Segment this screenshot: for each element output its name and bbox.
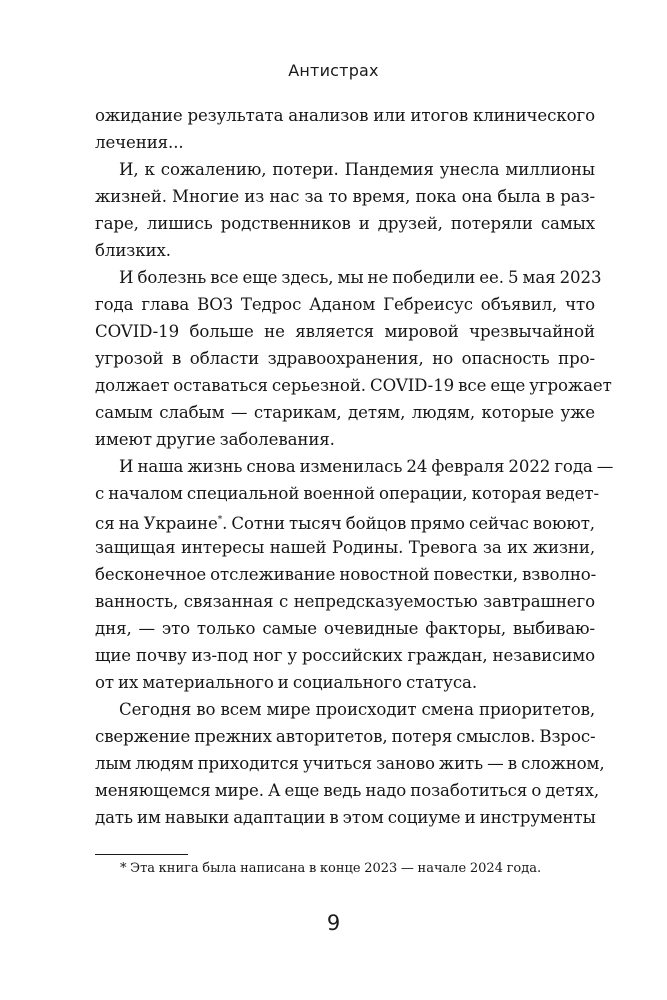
footnote-marker: * — [217, 515, 223, 525]
body-text — [95, 102, 614, 831]
text-fragment: . Сотни тысяч бойцов прямо сейчас воюют, — [222, 514, 595, 533]
text-line: дать им навыки адаптации в этом социуме и инструменты — [95, 808, 596, 827]
text-fragment: ся на Украине — [95, 514, 218, 533]
page-number: 9 — [326, 911, 341, 935]
text-line: Сегодня во всем мире происходит смена приоритетов, — [119, 700, 595, 719]
text-line: лечения... — [95, 133, 184, 152]
text-line: И, к сожалению, потери. Пандемия унесла миллионы — [119, 160, 595, 179]
text-line: ванность, связанная с непредсказуемостью завтрашнего — [95, 592, 595, 611]
text-line: бесконечное отслеживание новостной повестки, взволно- — [95, 565, 597, 584]
text-line: ожидание результата анализов или итогов клинического — [95, 106, 595, 125]
text-line: года глава ВОЗ Тедрос Аданом Гебреисус объявил, что — [95, 295, 595, 314]
footnote-divider — [95, 854, 188, 855]
text-line: должает оставаться серьезной. COVID-19 все еще угрожает — [95, 376, 612, 395]
text-line — [95, 507, 595, 534]
text-line: от их материального и социального статуса. — [95, 673, 477, 692]
text-line: И наша жизнь снова изменилась 24 февраля 2022 года — — [119, 457, 614, 476]
text-line: с началом специальной военной операции, которая ведет- — [95, 484, 599, 503]
text-line: И болезнь все еще здесь, мы не победили ее. 5 мая 2023 — [119, 268, 602, 287]
text-line: угрозой в области здравоохранения, но опасность про- — [95, 349, 595, 368]
text-line: лым людям приходится учиться заново жить — в сложном, — [95, 754, 605, 773]
text-line: имеют другие заболевания. — [95, 430, 335, 449]
text-line: близких. — [95, 241, 171, 260]
text-line: жизней. Многие из нас за то время, пока она была в раз- — [95, 187, 595, 206]
text-line: меняющемся мире. А еще ведь надо позаботиться о детях, — [95, 781, 600, 800]
running-title: Антистрах — [288, 61, 379, 80]
text-line: дня, — это только самые очевидные факторы, выбиваю- — [95, 619, 595, 638]
text-line: гаре, лишись родственников и друзей, потеряли самых — [95, 214, 595, 233]
text-line: COVID-19 больше не является мировой чрезвычайной — [95, 322, 595, 341]
footnote: * Эта книга была написана в конце 2023 — начале 2024 года. — [120, 861, 542, 876]
text-line: щие почву из-под ног у российских граждан, независимо — [95, 646, 595, 665]
text-line: самым слабым — старикам, детям, людям, которые уже — [95, 403, 595, 422]
text-line: свержение прежних авторитетов, потеря смыслов. Взрос- — [95, 727, 596, 746]
text-line: защищая интересы нашей Родины. Тревога за их жизни, — [95, 538, 595, 557]
